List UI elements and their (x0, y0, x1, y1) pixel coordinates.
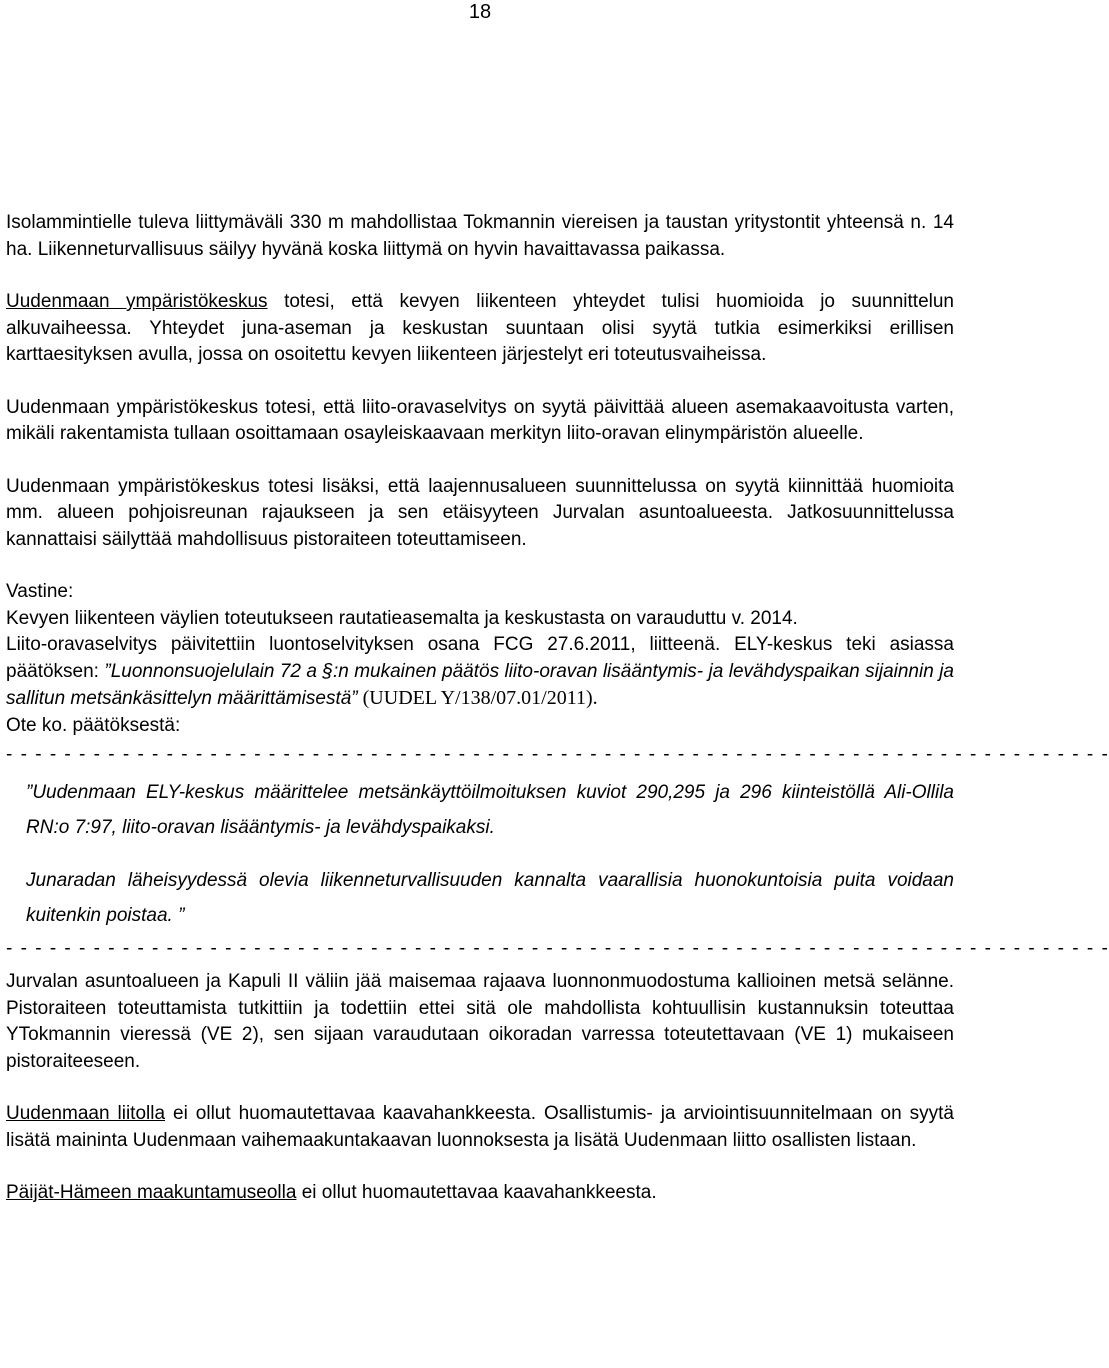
vastine-reference: (UUDEL Y/138/07.01/2011). (357, 687, 598, 709)
vastine-line-kevyt: Kevyen liikenteen väylien toteutukseen rautatieasemalta ja keskustasta on varauduttu v. 2014. (6, 607, 798, 629)
vastine-heading: Vastine: (6, 581, 74, 602)
paragraph-maakuntamuseo (6, 1180, 954, 1207)
paragraph-liittyma: Isolammintielle tuleva liittymäväli 330 m mahdollistaa Tokmannin viereisen ja taustan yritystontit yhteensä n. 14 ha. Liikenneturvallisuus säilyy hyvänä koska liittymä on hyvin havaittavassa paikassa. (6, 212, 954, 260)
ote-heading: Ote ko. päätöksestä: (6, 714, 181, 736)
org-name: Päijät-Hämeen maakuntamuseolla (6, 1182, 297, 1203)
paragraph-kevyt-liikenne (6, 289, 954, 369)
quote-paragraph-1: ”Uudenmaan ELY-keskus määrittelee metsänkäyttöilmoituksen kuviot 290,295 ja 296 kiinteistöllä Ali-Ollila RN:o 7:97, liito-oravan lisääntymis- ja levähdyspaikaksi. (26, 782, 954, 838)
page-number: 18 (468, 1, 492, 23)
dash-separator-bottom: - - - - - - - - - - - - - - - - - - - - - - - - - - - - - - - - - - - - - - - - - - - - - - - - - - - - - - - - - - - - - - - - - - - - - - - - - - - - (6, 938, 1109, 959)
vastine-text: Liito-oravaselvitys päivitettiin luontoselvityksen osana FCG 27.6.2011, liitteenä. ELY-keskus teki asiassa päätöksen: (6, 634, 954, 682)
paragraph-jurvala: Jurvalan asuntoalueen ja Kapuli II väliin jää maisemaa rajaava luonnonmuodostuma kallioinen metsä selänne. Pistoraiteen toteuttamista tutkittiin ja todettiin ettei sitä ole mahdollista kohtuullisin kustannuksin toteuttaa YTokmannin vieressä (VE 2), sen sijaan varaudutaan oikoradan varressa toteutettavaan (VE 1) mukaiseen pistoraiteeseen. (6, 971, 954, 1072)
paragraph-text: ei ollut huomautettavaa kaavahankkeesta. Osallistumis- ja arviointisuunnitelmaan on syytä lisätä maininta Uudenmaan vaihemaakuntakaavan luonnoksesta ja lisätä Uudenmaan liitto osallisten listaan. (6, 1103, 954, 1151)
org-name: Uudenmaan ympäristökeskus (6, 291, 268, 312)
dash-separator-top: - - - - - - - - - - - - - - - - - - - - - - - - - - - - - - - - - - - - - - - - - - - - - - - - - - - - - - - - - - - - - - - - - - - - - - - - - - - - (6, 744, 1109, 765)
paragraph-text: ei ollut huomautettavaa kaavahankkeesta. (296, 1182, 657, 1203)
quote-paragraph-2: Junaradan läheisyydessä olevia liikenneturvallisuuden kannalta vaarallisia huonokuntoisia puita voidaan kuitenkin poistaa. ” (26, 870, 954, 926)
org-name: Uudenmaan liitolla (6, 1103, 166, 1124)
paragraph-text: totesi, että kevyen liikenteen yhteydet tulisi huomioida jo suunnittelun alkuvaiheessa. Yhteydet juna-aseman ja keskustan suuntaan olisi syytä tutkia esimerkiksi erillisen karttaesityksen avulla, jossa on osoitettu kevyen liikenteen järjestelyt eri toteutusvaiheissa. (6, 291, 954, 365)
paragraph-liito-orava: Uudenmaan ympäristökeskus totesi, että liito-oravaselvitys on syytä päivittää alueen asemakaavoitusta varten, mikäli rakentamista tullaan osoittamaan osayleiskaavaan merkityn liito-oravan elinympäristön alueelle. (6, 396, 954, 444)
vastine-paatos (6, 632, 954, 713)
paragraph-laajennusalue: Uudenmaan ympäristökeskus totesi lisäksi, että laajennusalueen suunnittelussa on syytä kiinnittää huomioita mm. alueen pohjoisreunan rajaukseen ja sen etäisyyteen Jurvalan asuntoalueesta. Jatkosuunnittelussa kannattaisi säilyttää mahdollisuus pistoraiteen toteuttamiseen. (6, 475, 954, 550)
document-body (6, 210, 1109, 1207)
paragraph-uudenmaan-liitto (6, 1101, 954, 1154)
vastine-paatos-title: ”Luonnonsuojelulain 72 a §:n mukainen päätös liito-oravan lisääntymis- ja levähdyspaikan sijainnin ja sallitun metsänkäsittelyn määrittämisestä” (6, 660, 954, 709)
